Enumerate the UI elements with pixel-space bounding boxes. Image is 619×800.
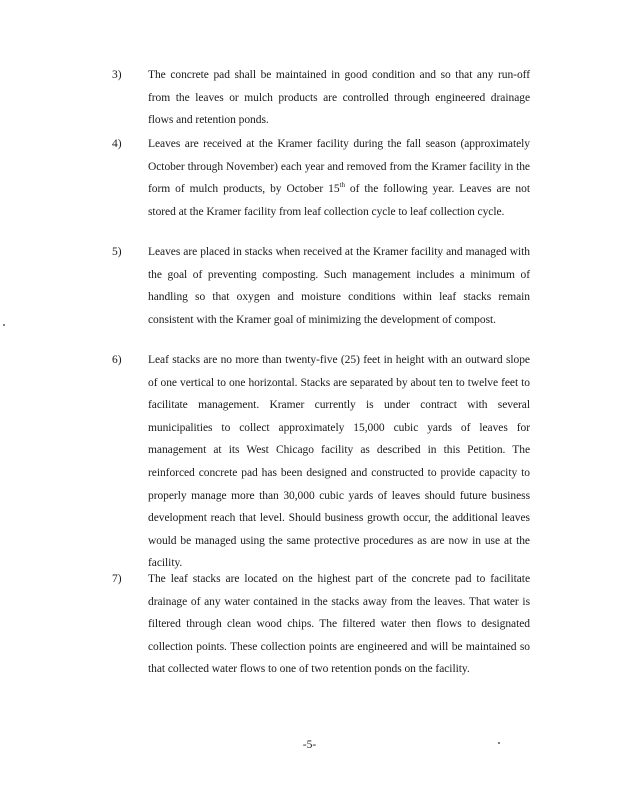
- item-number: 3): [112, 69, 122, 81]
- item-paragraph: Leaves are placed in stacks when received at the Kramer facility and managed with the goal of preventing composting. Such management includes a minimum of handling so that oxygen and moisture conditions within leaf stacks remain consistent with the Kramer goal of minimizing the development of compost.: [148, 246, 530, 326]
- item-number: 5): [112, 246, 122, 258]
- ordinal-superscript: th: [339, 181, 345, 190]
- page-number: -5-: [302, 739, 317, 751]
- item-paragraph: The leaf stacks are located on the highest part of the concrete pad to facilitate drainage of any water contained in the stacks away from the leaves. That water is filtered through clean wood chips. The filtered water then flows to designated collection points. These collection points are engineered and will be maintained so that collected water flows to one of two retention ponds on the facility.: [148, 573, 530, 676]
- paragraph-text-after-superscript: of the following year. Leaves are not stored at the Kramer facility from leaf collection cycle to leaf collection cycle.: [148, 183, 530, 218]
- item-paragraph: The concrete pad shall be maintained in good condition and so that any run-off from the leaves or mulch products are controlled through engineered drainage flows and retention ponds.: [148, 69, 530, 127]
- item-number: 7): [112, 573, 122, 585]
- item-paragraph: [148, 133, 530, 223]
- item-paragraph: Leaf stacks are no more than twenty-five (25) feet in height with an outward slope of one vertical to one horizontal. Stacks are separated by about ten to twelve feet to facilitate management. Kramer currently is under contract with several municipalities to collect approximately 15,000 cubic yards of leaves for management at its West Chicago facility as described in this Petition. The reinforced concrete pad has been designed and constructed to provide capacity to properly manage more than 30,000 cubic yards of leaves should future business development reach that level. Should business growth occur, the additional leaves would be managed using the same protective procedures as are now in use at the facility.: [148, 354, 530, 570]
- item-number: 6): [112, 354, 122, 366]
- scan-speck: [3, 324, 5, 326]
- scan-speck: [498, 742, 500, 744]
- item-number: 4): [112, 138, 122, 150]
- paragraph-text-before-superscript: Leaves are received at the Kramer facility during the fall season (approximately October through November) each year and removed from the Kramer facility in the form of mulch products, by October 15: [148, 138, 530, 196]
